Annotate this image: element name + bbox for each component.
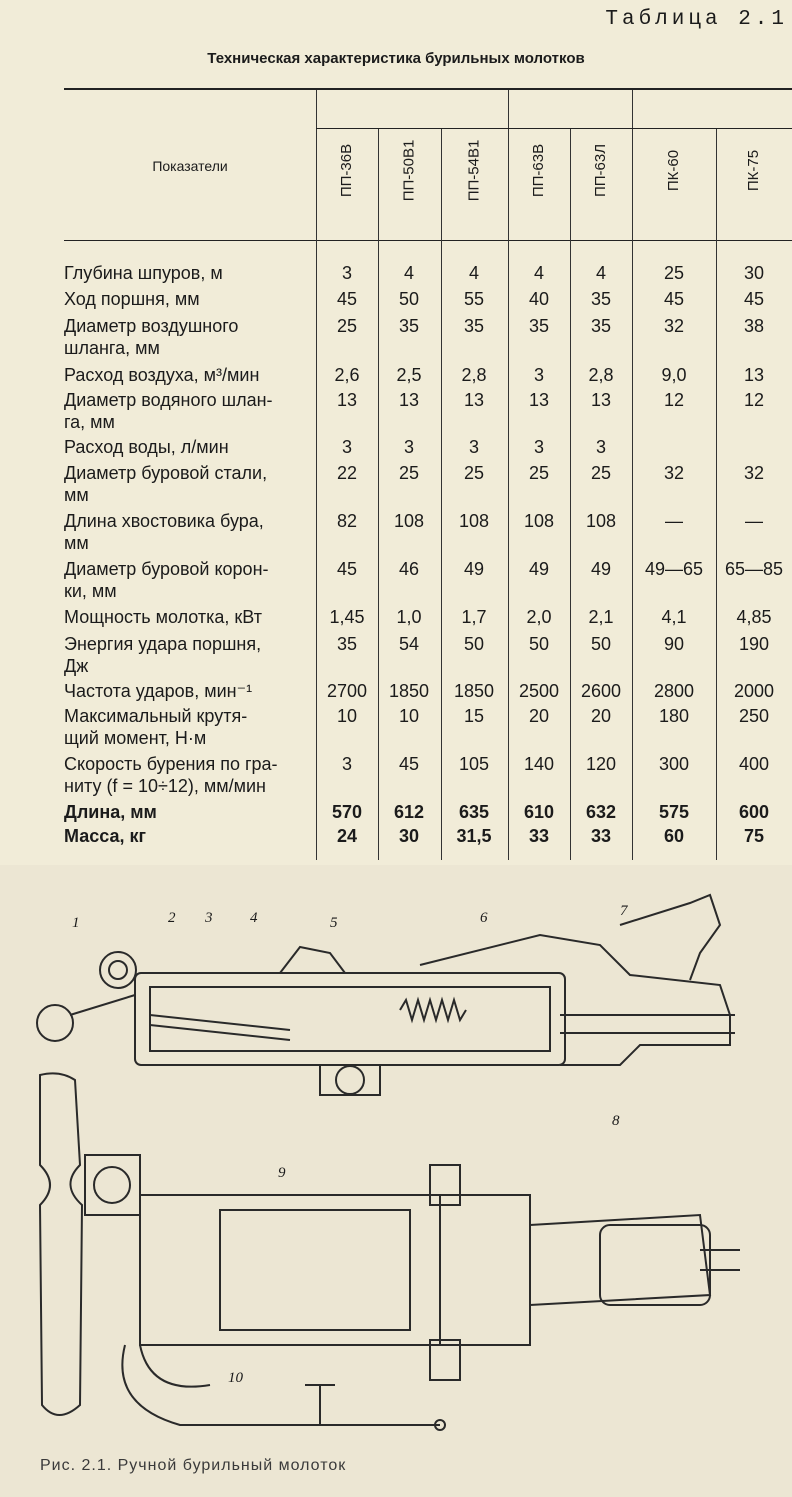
row-label-line: Диаметр водяного шлан- (64, 390, 273, 410)
part-number: 2 (168, 910, 176, 926)
row-label (64, 436, 314, 458)
part-number: 3 (205, 910, 213, 926)
trigger-lever (620, 895, 720, 980)
table-cell: 1,7 (461, 607, 487, 627)
table-cell: 3 (468, 437, 479, 457)
row-label-line: ниту (f = 10÷12), мм/мин (64, 776, 266, 796)
part-number: 10 (228, 1370, 243, 1386)
table-cell: 108 (458, 511, 490, 531)
row-label-line: Расход воздуха, м³/мин (64, 365, 260, 385)
column-header-label: ПП-36В (338, 143, 356, 197)
row-label (64, 315, 314, 359)
table-cell: 13 (528, 390, 550, 410)
row-label (64, 705, 314, 749)
table-cell: 2500 (518, 681, 560, 701)
table-cell: 46 (398, 559, 420, 579)
table-cell: 2,0 (526, 607, 552, 627)
table-cell: 400 (738, 754, 770, 774)
handle-ring (100, 952, 136, 988)
table-cell: 300 (658, 754, 690, 774)
row-label-line: Диаметр буровой стали, (64, 463, 268, 483)
row-label (64, 288, 314, 310)
table-cell: 120 (585, 754, 617, 774)
col-divider (632, 90, 633, 860)
drill-drawing (0, 865, 792, 1455)
table-cell: 108 (585, 511, 617, 531)
part-number: 4 (250, 910, 258, 926)
hose-link (70, 995, 135, 1015)
row-label-line: Энергия удара поршня, (64, 634, 262, 654)
table-cell: 2800 (653, 681, 695, 701)
upper-back-shell (420, 935, 730, 1065)
table-cell: 24 (336, 826, 358, 846)
table-cell: 570 (331, 802, 363, 822)
row-label-line: Частота ударов, мин⁻¹ (64, 681, 253, 701)
column-header (444, 100, 504, 240)
table-cell: 25 (663, 263, 685, 283)
part-number: 5 (330, 915, 338, 931)
table-cell: 25 (336, 316, 358, 336)
column-header-label: ПК-60 (665, 149, 683, 191)
table-cell: 3 (341, 754, 352, 774)
hose-fitting (37, 1005, 73, 1041)
row-label (64, 462, 314, 506)
table-cell: 12 (663, 390, 685, 410)
valve-knob (94, 1167, 130, 1203)
row-label (64, 558, 314, 602)
table-cell: 190 (738, 634, 770, 654)
table-cell: 33 (590, 826, 612, 846)
table-cell: 3 (595, 437, 606, 457)
table-cell: 13 (463, 390, 485, 410)
row-label (64, 825, 314, 847)
row-label-line: га, мм (64, 412, 115, 432)
table-cell: 105 (458, 754, 490, 774)
table-cell: 4 (595, 263, 606, 283)
column-header (644, 100, 704, 240)
part-number: 1 (72, 915, 80, 931)
bolt (336, 1066, 364, 1094)
table-cell: 40 (528, 289, 550, 309)
table-cell: 25 (590, 463, 612, 483)
row-label (64, 364, 314, 386)
table-cell: 82 (336, 511, 358, 531)
table-cell: 75 (743, 826, 765, 846)
table-cell: 45 (336, 559, 358, 579)
header-bottom-rule (64, 240, 792, 241)
part-number: 6 (480, 910, 488, 926)
table-cell: 3 (533, 437, 544, 457)
row-label-line: Глубина шпуров, м (64, 263, 223, 283)
table-cell: 90 (663, 634, 685, 654)
table-cell: 35 (590, 289, 612, 309)
column-header-label: ПП-54В1 (465, 139, 483, 201)
side-handle (40, 1073, 82, 1415)
table-cell: 3 (403, 437, 414, 457)
row-label (64, 510, 314, 554)
row-label (64, 633, 314, 677)
table-cell: 50 (463, 634, 485, 654)
column-header (379, 100, 439, 240)
table-cell: 32 (663, 463, 685, 483)
table-cell: 49—65 (644, 559, 704, 579)
column-header-label: ПП-63Л (592, 143, 610, 197)
table-cell: 10 (336, 706, 358, 726)
table-cell: 60 (663, 826, 685, 846)
table-cell: 38 (743, 316, 765, 336)
row-label-line: Диаметр воздушного (64, 316, 239, 336)
table-cell: 3 (533, 365, 544, 385)
table-cell: 15 (463, 706, 485, 726)
row-label-line: Ход поршня, мм (64, 289, 200, 309)
row-label-line: Скорость бурения по гра- (64, 754, 278, 774)
row-label-line: мм (64, 485, 89, 505)
table-cell: 2000 (733, 681, 775, 701)
table-cell: 635 (458, 802, 490, 822)
upper-top-ridge (280, 947, 345, 973)
table-cell: 140 (523, 754, 555, 774)
table-cell: 1,0 (396, 607, 422, 627)
table-cell: 13 (398, 390, 420, 410)
table-cell: 2,8 (588, 365, 614, 385)
side-body (140, 1195, 440, 1345)
table-cell: 10 (398, 706, 420, 726)
table-cell: 25 (463, 463, 485, 483)
row-label-line: Масса, кг (64, 826, 146, 846)
table-cell: 2,1 (588, 607, 614, 627)
table-cell: 20 (528, 706, 550, 726)
table-cell: 45 (336, 289, 358, 309)
table-cell: 50 (398, 289, 420, 309)
part-number: 8 (612, 1113, 620, 1129)
row-label-line: Длина хвостовика бура, (64, 511, 264, 531)
row-label-line: ки, мм (64, 581, 117, 601)
table-cell: 30 (743, 263, 765, 283)
table-cell: 600 (738, 802, 770, 822)
table-cell: 12 (743, 390, 765, 410)
valve-stem (305, 1385, 335, 1425)
table-cell: 45 (663, 289, 685, 309)
table-cell: 1,45 (329, 607, 365, 627)
column-header-label: ПП-50В1 (400, 139, 418, 201)
table-cell: 50 (590, 634, 612, 654)
table-cell: 2600 (580, 681, 622, 701)
table-cell: 108 (393, 511, 425, 531)
table-cell: 2,6 (334, 365, 360, 385)
table-cell: 35 (398, 316, 420, 336)
row-label-line: Длина, мм (64, 802, 157, 822)
nut (430, 1165, 460, 1205)
row-label (64, 753, 314, 797)
table-cell: — (665, 511, 683, 531)
table-cell: 45 (743, 289, 765, 309)
table-cell: 20 (590, 706, 612, 726)
table-cell: 13 (743, 365, 765, 385)
part-number: 9 (278, 1165, 286, 1181)
table-cell: 31,5 (456, 826, 492, 846)
table-cell: 49 (528, 559, 550, 579)
table-cell: 49 (590, 559, 612, 579)
spring (400, 1000, 466, 1020)
row-label (64, 262, 314, 284)
table-label: Таблица 2.1 (605, 8, 788, 31)
top-rule (64, 88, 792, 90)
table-cell: 4,85 (736, 607, 772, 627)
table-cell: 612 (393, 802, 425, 822)
air-hose (140, 1345, 210, 1387)
row-label-line: Диаметр буровой корон- (64, 559, 269, 579)
table-cell: 45 (398, 754, 420, 774)
table-cell: 3 (341, 263, 352, 283)
table-cell: 13 (590, 390, 612, 410)
figure-caption: Рис. 2.1. Ручной бурильный молоток (40, 1457, 347, 1474)
table-cell: 65—85 (724, 559, 784, 579)
table-cell: 25 (398, 463, 420, 483)
table-cell: 32 (743, 463, 765, 483)
table-cell: 4 (468, 263, 479, 283)
table-cell: 50 (528, 634, 550, 654)
row-label (64, 680, 314, 702)
water-hose (122, 1345, 300, 1425)
table-cell: 30 (398, 826, 420, 846)
table-cell: 35 (590, 316, 612, 336)
column-header-label: ПП-63В (530, 143, 548, 197)
table-cell: 180 (658, 706, 690, 726)
row-label-line: шланга, мм (64, 338, 160, 358)
lower-lug (320, 1065, 380, 1095)
table-cell: 3 (341, 437, 352, 457)
table-cell: 35 (528, 316, 550, 336)
drill-figure (0, 865, 792, 1497)
row-label (64, 801, 314, 823)
table-cell: 4,1 (661, 607, 687, 627)
table-cell: 610 (523, 802, 555, 822)
table-cell: 575 (658, 802, 690, 822)
table-cell: 2,5 (396, 365, 422, 385)
table-title: Техническая характеристика бурильных молотков (207, 50, 585, 67)
row-label-line: мм (64, 533, 89, 553)
table-cell: 108 (523, 511, 555, 531)
row-label-line: Расход воды, л/мин (64, 437, 229, 457)
side-cylinder (220, 1210, 410, 1330)
table-cell: 32 (663, 316, 685, 336)
part-number: 7 (620, 903, 628, 919)
upper-body-inner (150, 987, 550, 1051)
table-cell: 2700 (326, 681, 368, 701)
col-divider (441, 128, 442, 860)
table-cell: 25 (528, 463, 550, 483)
table-cell: 49 (463, 559, 485, 579)
row-label-line: Мощность молотка, кВт (64, 607, 262, 627)
table-cell: 35 (336, 634, 358, 654)
table-cell: 1850 (453, 681, 495, 701)
table-cell: 13 (336, 390, 358, 410)
table-cell: — (745, 511, 763, 531)
table-cell: 9,0 (661, 365, 687, 385)
chuck (530, 1215, 710, 1305)
table-cell: 54 (398, 634, 420, 654)
side-body-front (440, 1195, 530, 1345)
header-label: Показатели (152, 158, 228, 174)
chuck-housing (600, 1225, 710, 1305)
column-header-label: ПК-75 (745, 149, 763, 191)
row-label-line: Максимальный крутя- (64, 706, 248, 726)
row-label (64, 606, 314, 628)
table-cell: 35 (463, 316, 485, 336)
table-cell: 2,8 (461, 365, 487, 385)
table-cell: 33 (528, 826, 550, 846)
handle-ring-inner (109, 961, 127, 979)
column-header (509, 100, 569, 240)
row-label-line: Дж (64, 656, 89, 676)
table-cell: 250 (738, 706, 770, 726)
table-cell: 55 (463, 289, 485, 309)
column-header (724, 100, 784, 240)
table-cell: 1850 (388, 681, 430, 701)
table-cell: 632 (585, 802, 617, 822)
table-cell: 22 (336, 463, 358, 483)
col-divider (716, 128, 717, 860)
row-label (64, 389, 314, 433)
column-header (317, 100, 377, 240)
table-cell: 4 (533, 263, 544, 283)
table-cell: 4 (403, 263, 414, 283)
row-label-line: щий момент, Н·м (64, 728, 207, 748)
column-header (571, 100, 631, 240)
